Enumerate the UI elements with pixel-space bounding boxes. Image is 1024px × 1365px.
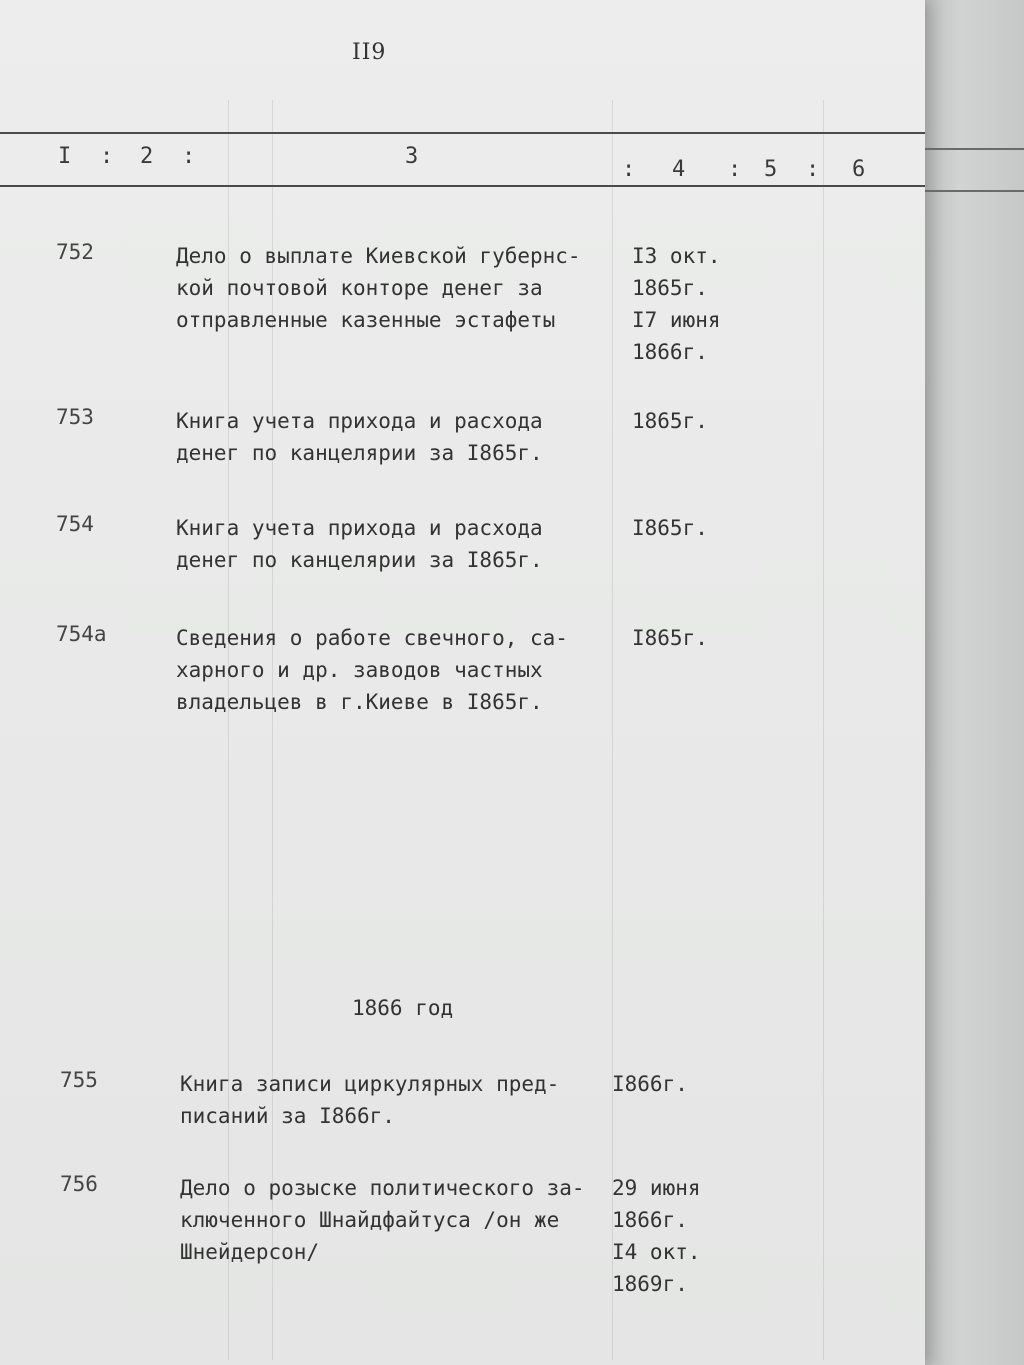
entry-description: Книга записи циркулярных пред- писаний за I866г. — [180, 1072, 560, 1128]
entry-number: 752 — [56, 240, 94, 264]
entry-dates: I865г. — [632, 626, 708, 650]
column-header: 5 — [764, 157, 778, 182]
column-header: 6 — [852, 157, 866, 182]
column-separator: : — [100, 144, 114, 169]
entry-dates: I3 окт. 1865г. I7 июня 1866г. — [632, 244, 721, 364]
entry-description: Сведения о работе свечного, са- харного и др. заводов частных владельцев в г.Киеве в I865г. — [176, 626, 568, 714]
column-separator: : — [806, 157, 820, 182]
entry-number: 754а — [56, 622, 107, 646]
entry-number: 754 — [56, 512, 94, 536]
header-rule-top — [0, 132, 925, 134]
page-number: II9 — [352, 40, 387, 65]
entry-dates: I866г. — [612, 1072, 688, 1096]
entry-dates: 29 июня 1866г. I4 окт. 1869г. — [612, 1176, 701, 1296]
header-rule-extension — [925, 190, 1024, 192]
column-separator: : — [728, 157, 742, 182]
entry-dates: I865г. — [632, 516, 708, 540]
column-header: 2 — [140, 144, 154, 169]
ghost-column-line — [823, 100, 824, 1360]
entry-number: 753 — [56, 405, 94, 429]
adjacent-page-edge — [925, 0, 1024, 1365]
header-rule-extension — [925, 148, 1024, 150]
entry-description: Дело о розыске политического за- ключенного Шнайдфайтуса /он же Шнейдерсон/ — [180, 1176, 585, 1264]
column-separator: : — [622, 157, 636, 182]
entry-description: Дело о выплате Киевской губернс- кой почтовой конторе денег за отправленные казенные эстафеты — [176, 244, 581, 332]
column-header: 3 — [405, 144, 419, 169]
entry-description: Книга учета прихода и расхода денег по канцелярии за I865г. — [176, 409, 543, 465]
entry-dates: 1865г. — [632, 409, 708, 433]
entry-description: Книга учета прихода и расхода денег по канцелярии за I865г. — [176, 516, 543, 572]
year-heading: 1866 год — [352, 996, 454, 1020]
column-header: I — [58, 144, 72, 169]
column-separator: : — [182, 144, 196, 169]
entry-number: 756 — [60, 1172, 98, 1196]
header-rule-bottom — [0, 185, 925, 187]
column-header: 4 — [672, 157, 686, 182]
entry-number: 755 — [60, 1068, 98, 1092]
